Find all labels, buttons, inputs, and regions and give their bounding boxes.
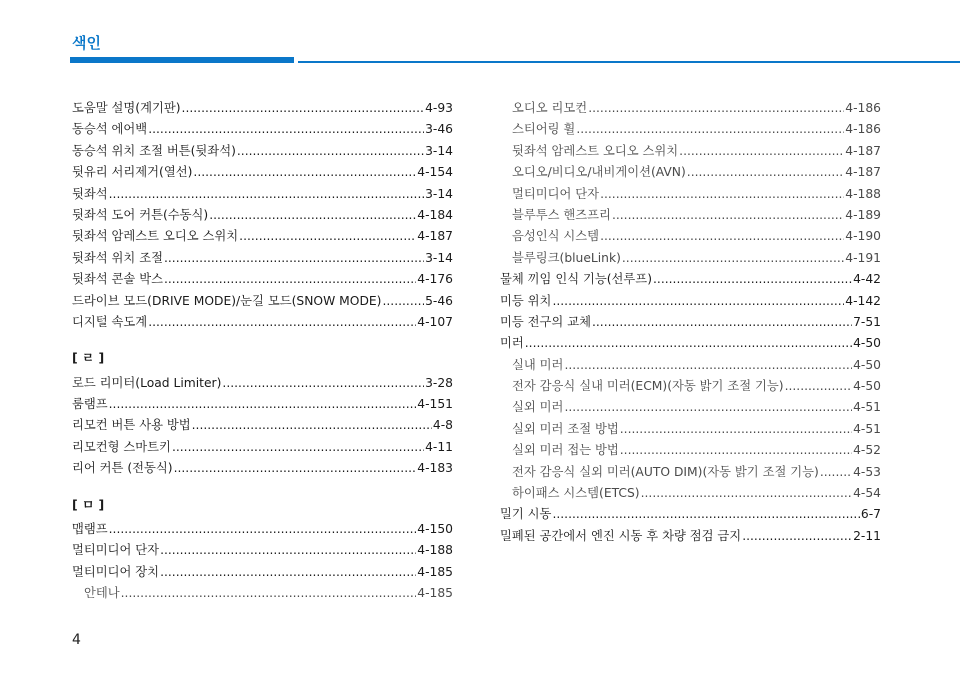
- index-entry-page: 3-14: [425, 143, 453, 158]
- index-entry-label: 룸램프: [72, 397, 108, 412]
- index-entry-label: 미등 전구의 교체: [500, 314, 591, 329]
- index-entry-page: 4-42: [853, 272, 881, 287]
- index-entry: [500, 376, 881, 397]
- dot-leader: [164, 269, 416, 290]
- index-entry-page: 4-188: [417, 543, 453, 558]
- index-entry-page: 4-191: [845, 250, 881, 265]
- index-entry: [500, 205, 881, 226]
- index-entry: [500, 355, 881, 376]
- index-entry-page: 4-183: [417, 461, 453, 476]
- index-entry-page: 5-46: [425, 293, 453, 308]
- index-group-m: [72, 519, 453, 605]
- index-entry: [500, 248, 881, 269]
- dot-leader: [576, 119, 844, 140]
- index-entry-label: 하이패스 시스템(ETCS): [512, 486, 640, 501]
- index-entry-label: 전자 감응식 실내 미러(ECM)(자동 밝기 조절 기능): [512, 379, 784, 394]
- index-entry-label: 스티어링 휠: [512, 122, 576, 137]
- index-entry: [72, 394, 453, 415]
- index-entry-label: 멀티미디어 단자: [72, 543, 160, 558]
- index-column-right: [500, 98, 881, 547]
- index-entry-page: 4-187: [845, 165, 881, 180]
- dot-leader: [209, 205, 416, 226]
- index-entry-label: 실외 미러 조절 방법: [512, 421, 619, 436]
- index-entry-page: 3-46: [425, 122, 453, 137]
- index-entry: [72, 226, 453, 247]
- index-entry: [500, 291, 881, 312]
- index-entry-page: 4-51: [853, 400, 881, 415]
- index-entry-label: 밀폐된 공간에서 엔진 시동 후 차량 점검 금지: [500, 528, 742, 543]
- index-entry-page: 4-186: [845, 101, 881, 115]
- index-entry: [500, 526, 881, 547]
- index-entry-page: 4-187: [417, 229, 453, 244]
- index-entry-page: 4-53: [853, 464, 881, 479]
- index-entry-label: 뒷좌석 콘솔 박스: [72, 272, 163, 287]
- dot-leader: [592, 312, 852, 333]
- index-entry-page: 7-51: [853, 314, 881, 329]
- dot-leader: [785, 376, 853, 397]
- index-entry-label: 블루링크(blueLink): [512, 250, 621, 265]
- index-entry-label: 뒷좌석 암레스트 오디오 스위치: [512, 143, 679, 158]
- dot-leader: [820, 462, 852, 483]
- index-entry-page: 4-185: [417, 564, 453, 579]
- dot-leader: [222, 373, 424, 394]
- dot-leader: [600, 226, 844, 247]
- index-entry: [500, 119, 881, 140]
- dot-leader: [109, 184, 424, 205]
- dot-leader: [620, 440, 852, 461]
- page-number: 4: [72, 632, 81, 648]
- index-entry: [500, 98, 881, 119]
- index-entry-page: 4-151: [417, 397, 453, 412]
- index-entry: [72, 583, 453, 604]
- index-entry-page: 4-107: [417, 314, 453, 329]
- index-entry: [72, 162, 453, 183]
- index-entry-page: 4-93: [425, 101, 453, 115]
- index-group-d: [72, 98, 453, 333]
- index-entry-label: 전자 감응식 실외 미러(AUTO DIM)(자동 밝기 조절 기능): [512, 464, 819, 479]
- index-entry-label: 도움말 설명(계기판): [72, 101, 181, 115]
- index-column-left: [72, 98, 453, 605]
- index-entry-label: 안테나: [84, 586, 120, 601]
- index-entry: [500, 141, 881, 162]
- index-entry-page: 4-184: [417, 207, 453, 222]
- index-entry: [500, 333, 881, 354]
- dot-leader: [588, 98, 844, 119]
- index-entry-label: 리모컨 버튼 사용 방법: [72, 418, 191, 433]
- index-entry: [72, 373, 453, 394]
- index-entry-page: 4-8: [432, 418, 453, 433]
- index-entry-page: 4-186: [845, 122, 881, 137]
- index-entry-label: 뒷좌석: [72, 186, 108, 201]
- index-entry-label: 뒷좌석 암레스트 오디오 스위치: [72, 229, 239, 244]
- index-entry: [500, 483, 881, 504]
- index-entry: [500, 162, 881, 183]
- dot-leader: [552, 291, 844, 312]
- index-entry-label: 멀티미디어 단자: [512, 186, 600, 201]
- header-bar-accent: [70, 57, 294, 63]
- section-heading-rieul: [ ㄹ ]: [72, 350, 105, 366]
- index-entry-label: 오디오/비디오/내비게이션(AVN): [512, 165, 686, 180]
- index-entry: [500, 419, 881, 440]
- index-entry: [500, 462, 881, 483]
- dot-leader: [109, 519, 417, 540]
- index-entry-label: 뒷좌석 도어 커튼(수동식): [72, 207, 209, 222]
- index-entry-label: 실외 미러: [512, 400, 564, 415]
- index-entry-page: 4-52: [853, 443, 881, 458]
- index-group-r: [72, 373, 453, 480]
- dot-leader: [525, 333, 852, 354]
- index-entry-label: 미등 위치: [500, 293, 552, 308]
- dot-leader: [742, 526, 852, 547]
- index-entry-label: 디지털 속도계: [72, 314, 148, 329]
- dot-leader: [182, 98, 425, 119]
- dot-leader: [239, 226, 416, 247]
- index-entry-label: 리어 커튼 (전동식): [72, 461, 173, 476]
- header-title: 색인: [72, 34, 101, 52]
- index-entry-page: 4-188: [845, 186, 881, 201]
- index-entry-label: 밀기 시동: [500, 507, 552, 522]
- index-entry-page: 4-187: [845, 143, 881, 158]
- index-entry: [500, 440, 881, 461]
- index-entry: [72, 98, 453, 119]
- index-entry: [72, 119, 453, 140]
- index-entry-page: 4-154: [417, 165, 453, 180]
- index-entry: [72, 291, 453, 312]
- index-entry-label: 뒷유리 서리제거(열선): [72, 165, 193, 180]
- index-entry-label: 맵램프: [72, 522, 108, 537]
- index-entry-page: 6-7: [860, 507, 881, 522]
- dot-leader: [612, 205, 844, 226]
- index-entry-page: 4-50: [853, 336, 881, 351]
- dot-leader: [237, 141, 424, 162]
- index-entry: [72, 519, 453, 540]
- index-entry: [500, 269, 881, 290]
- index-entry-page: 4-189: [845, 207, 881, 222]
- index-entry-page: 3-28: [425, 375, 453, 390]
- index-entry: [72, 141, 453, 162]
- dot-leader: [148, 119, 424, 140]
- index-entry: [72, 415, 453, 436]
- index-entry: [500, 504, 881, 525]
- index-entry-label: 오디오 리모컨: [512, 101, 588, 115]
- dot-leader: [620, 419, 852, 440]
- dot-leader: [160, 562, 416, 583]
- section-heading-mieum: [ ㅁ ]: [72, 496, 105, 512]
- dot-leader: [653, 269, 852, 290]
- index-entry-label: 멀티미디어 장치: [72, 564, 160, 579]
- header-bar-rule: [298, 61, 960, 63]
- dot-leader: [564, 397, 852, 418]
- index-entry: [72, 437, 453, 458]
- index-entry-page: 4-185: [417, 586, 453, 601]
- dot-leader: [192, 415, 432, 436]
- dot-leader: [564, 355, 852, 376]
- index-entry: [500, 184, 881, 205]
- index-entry-label: 음성인식 시스템: [512, 229, 600, 244]
- index-entry-page: 4-50: [853, 357, 881, 372]
- index-entry-page: 3-14: [425, 250, 453, 265]
- index-entry-label: 동승석 에어백: [72, 122, 148, 137]
- dot-leader: [164, 248, 424, 269]
- index-entry: [72, 248, 453, 269]
- index-entry: [72, 312, 453, 333]
- dot-leader: [687, 162, 844, 183]
- index-entry-page: 4-142: [845, 293, 881, 308]
- index-entry-label: 실외 미러 접는 방법: [512, 443, 619, 458]
- dot-leader: [172, 437, 424, 458]
- index-entry-page: 4-190: [845, 229, 881, 244]
- index-entry-page: 4-54: [853, 486, 881, 501]
- index-entry-label: 동승석 위치 조절 버튼(뒷좌석): [72, 143, 236, 158]
- index-entry-label: 물체 끼임 인식 기능(선루프): [500, 272, 652, 287]
- index-entry: [72, 184, 453, 205]
- index-entry-label: 뒷좌석 위치 조절: [72, 250, 163, 265]
- index-entry-label: 미러: [500, 336, 524, 351]
- dot-leader: [382, 291, 424, 312]
- dot-leader: [641, 483, 852, 504]
- index-entry: [500, 397, 881, 418]
- index-entry-label: 로드 리미터(Load Limiter): [72, 375, 222, 390]
- index-entry-page: 4-176: [417, 272, 453, 287]
- index-entry-page: 4-51: [853, 421, 881, 436]
- dot-leader: [193, 162, 416, 183]
- dot-leader: [109, 394, 417, 415]
- dot-leader: [552, 504, 859, 525]
- index-entry-label: 드라이브 모드(DRIVE MODE)/눈길 모드(SNOW MODE): [72, 293, 382, 308]
- index-entry-page: 4-50: [853, 379, 881, 394]
- index-entry: [500, 312, 881, 333]
- index-entry-label: 블루투스 핸즈프리: [512, 207, 611, 222]
- index-entry-label: 리모컨형 스마트키: [72, 439, 171, 454]
- index-entry-label: 실내 미러: [512, 357, 564, 372]
- index-entry: [500, 226, 881, 247]
- dot-leader: [622, 248, 844, 269]
- index-entry: [72, 562, 453, 583]
- index-entry-page: 4-150: [417, 522, 453, 537]
- index-entry: [72, 205, 453, 226]
- dot-leader: [174, 458, 417, 479]
- dot-leader: [160, 540, 416, 561]
- dot-leader: [148, 312, 416, 333]
- index-entry-page: 3-14: [425, 186, 453, 201]
- index-entry: [72, 458, 453, 479]
- index-entry: [72, 540, 453, 561]
- index-entry-page: 2-11: [853, 528, 881, 543]
- dot-leader: [600, 184, 844, 205]
- index-entry-page: 4-11: [425, 439, 453, 454]
- dot-leader: [679, 141, 844, 162]
- dot-leader: [121, 583, 417, 604]
- index-entry: [72, 269, 453, 290]
